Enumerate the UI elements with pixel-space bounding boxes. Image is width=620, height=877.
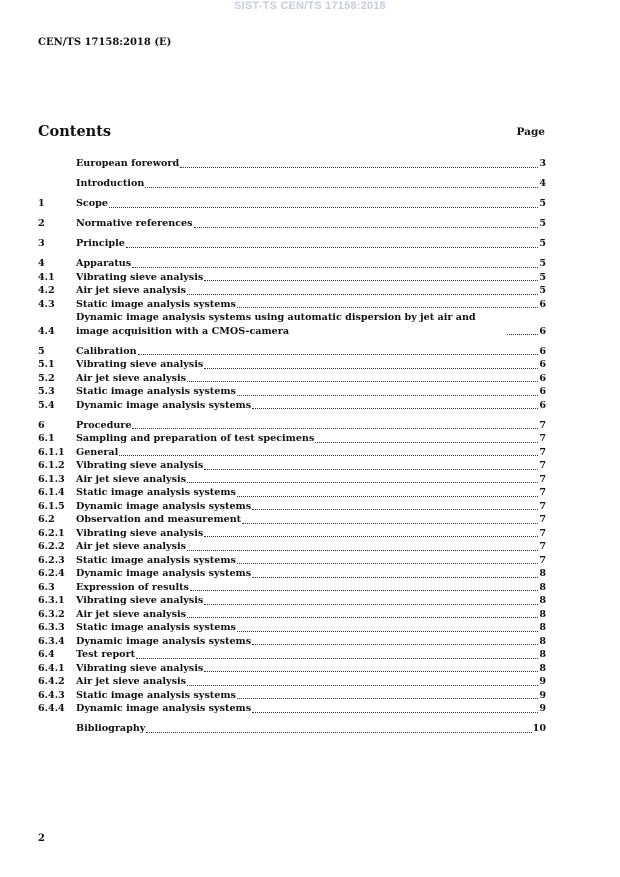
toc-entry-number: 4 bbox=[38, 258, 45, 269]
toc-entry-title[interactable]: Vibrating sieve analysis bbox=[76, 595, 204, 606]
toc-entry-page: 5 bbox=[539, 271, 546, 283]
toc-entry-number: 6.3.2 bbox=[38, 608, 65, 620]
toc-dot-leader bbox=[237, 563, 538, 564]
toc-entry-title[interactable]: Static image analysis systems bbox=[76, 622, 236, 633]
toc-dot-leader bbox=[194, 227, 539, 228]
toc-entry[interactable] bbox=[38, 217, 546, 231]
toc-entry-number: 1 bbox=[38, 198, 45, 209]
toc-dot-leader bbox=[136, 658, 538, 659]
toc-entry[interactable] bbox=[38, 177, 546, 191]
document-id: CEN/TS 17158:2018 (E) bbox=[38, 37, 172, 48]
toc-entry[interactable] bbox=[38, 459, 546, 473]
toc-entry-page: 6 bbox=[539, 298, 546, 310]
page-column-heading: Page bbox=[516, 126, 545, 138]
toc-entry[interactable] bbox=[38, 608, 546, 622]
toc-entry-title[interactable]: Vibrating sieve analysis bbox=[76, 662, 204, 674]
toc-dot-leader bbox=[138, 354, 539, 355]
page-number: 2 bbox=[38, 833, 45, 844]
toc-entry-page: 8 bbox=[539, 608, 546, 620]
toc-entry[interactable] bbox=[38, 358, 546, 372]
toc-entry-number: 6.4.3 bbox=[38, 689, 65, 701]
toc-entry-title[interactable]: Dynamic image analysis systems bbox=[76, 703, 252, 714]
toc-entry[interactable] bbox=[38, 594, 546, 608]
toc-entry-title[interactable]: Introduction bbox=[76, 178, 145, 189]
toc-entry[interactable] bbox=[38, 554, 546, 568]
toc-entry[interactable] bbox=[38, 237, 546, 251]
toc-entry-page: 7 bbox=[539, 514, 546, 525]
toc-entry[interactable] bbox=[38, 500, 546, 514]
toc-dot-leader bbox=[237, 698, 538, 699]
toc-entry[interactable] bbox=[38, 722, 546, 736]
toc-entry-title[interactable]: Air jet sieve analysis bbox=[76, 372, 187, 384]
toc-entry-title[interactable]: Air jet sieve analysis bbox=[76, 676, 187, 687]
toc-entry-title[interactable]: Air jet sieve analysis bbox=[76, 608, 187, 620]
toc-entry-title[interactable]: Test report bbox=[76, 649, 136, 660]
toc-dot-leader bbox=[204, 536, 538, 537]
toc-entry-title[interactable]: Air jet sieve analysis bbox=[76, 473, 187, 485]
toc-entry-number: 6.1.3 bbox=[38, 473, 65, 485]
toc-entry[interactable] bbox=[38, 399, 546, 413]
toc-dot-leader bbox=[187, 685, 538, 686]
toc-entry-title[interactable]: Procedure bbox=[76, 419, 132, 431]
toc-entry-title[interactable]: Static image analysis systems bbox=[76, 554, 236, 566]
toc-entry-number: 5.4 bbox=[38, 399, 55, 411]
toc-dot-leader bbox=[132, 428, 538, 429]
toc-dot-leader bbox=[237, 307, 538, 308]
toc-entry-page: 10 bbox=[532, 723, 546, 734]
toc-entry-title[interactable]: Vibrating sieve analysis bbox=[76, 359, 204, 370]
toc-dot-leader bbox=[187, 381, 538, 382]
toc-entry[interactable] bbox=[38, 486, 546, 500]
toc-entry-title[interactable]: Vibrating sieve analysis bbox=[76, 271, 204, 283]
toc-dot-leader bbox=[204, 671, 538, 672]
toc-entry-page: 5 bbox=[539, 198, 546, 209]
toc-entry[interactable] bbox=[38, 689, 546, 703]
toc-entry-number: 5.2 bbox=[38, 372, 55, 384]
toc-entry-page: 9 bbox=[539, 703, 546, 714]
toc-entry-number: 6.4.2 bbox=[38, 676, 65, 687]
toc-entry-number: 3 bbox=[38, 238, 45, 249]
toc-entry-title[interactable]: Apparatus bbox=[76, 258, 132, 269]
toc-entry-title[interactable]: Scope bbox=[76, 198, 108, 209]
toc-entry-number: 6.1.5 bbox=[38, 500, 65, 512]
toc-entry-page: 6 bbox=[539, 325, 546, 337]
toc-dot-leader bbox=[204, 280, 538, 281]
toc-entry-number: 4.1 bbox=[38, 271, 55, 283]
toc-entry-page: 8 bbox=[539, 635, 546, 647]
toc-entry-title[interactable]: Observation and measurement bbox=[76, 514, 242, 525]
toc-entry-page: 8 bbox=[539, 581, 546, 593]
toc-entry-number: 4.3 bbox=[38, 298, 55, 310]
toc-entry-number: 6.1.4 bbox=[38, 487, 65, 498]
toc-dot-leader bbox=[252, 408, 538, 409]
toc-dot-leader bbox=[315, 442, 538, 443]
toc-entry-page: 6 bbox=[539, 372, 546, 384]
toc-entry-page: 7 bbox=[539, 554, 546, 566]
toc-entry-title[interactable]: Dynamic image analysis systems bbox=[76, 568, 252, 579]
toc-entry-number: 6.1.1 bbox=[38, 446, 65, 458]
toc-entry-title[interactable]: Dynamic image analysis systems bbox=[76, 635, 252, 647]
toc-dot-leader bbox=[145, 187, 538, 188]
toc-entry-title[interactable]: Air jet sieve analysis bbox=[76, 541, 187, 552]
toc-entry[interactable] bbox=[38, 271, 546, 285]
toc-entry-page: 8 bbox=[539, 662, 546, 674]
toc-entry-page: 7 bbox=[539, 419, 546, 431]
table-of-contents bbox=[38, 157, 546, 736]
toc-entry-number: 6.3.3 bbox=[38, 622, 65, 633]
toc-dot-leader bbox=[109, 207, 538, 208]
toc-entry-number: 6.1 bbox=[38, 433, 55, 444]
toc-entry[interactable] bbox=[38, 419, 546, 433]
toc-dot-leader bbox=[237, 496, 538, 497]
toc-entry-page: 6 bbox=[539, 399, 546, 411]
toc-entry[interactable] bbox=[38, 540, 546, 554]
toc-entry-number: 6.4.4 bbox=[38, 703, 65, 714]
toc-entry-title[interactable]: Static image analysis systems bbox=[76, 386, 236, 397]
toc-entry-number: 6.2.1 bbox=[38, 527, 65, 539]
toc-entry-page: 7 bbox=[539, 460, 546, 471]
toc-dot-leader bbox=[507, 334, 538, 335]
toc-entry[interactable] bbox=[38, 513, 546, 527]
toc-entry-number: 6.2.2 bbox=[38, 541, 65, 552]
toc-entry-number: 2 bbox=[38, 218, 45, 229]
toc-entry-number: 6.1.2 bbox=[38, 460, 65, 471]
toc-entry-page: 8 bbox=[539, 622, 546, 633]
toc-entry-page: 7 bbox=[539, 446, 546, 458]
toc-entry-page: 7 bbox=[539, 433, 546, 444]
toc-dot-leader bbox=[237, 395, 538, 396]
toc-entry[interactable] bbox=[38, 567, 546, 581]
toc-dot-leader bbox=[204, 368, 538, 369]
toc-entry[interactable] bbox=[38, 527, 546, 541]
toc-entry-page: 5 bbox=[539, 285, 546, 296]
toc-entry-title[interactable]: Static image analysis systems bbox=[76, 689, 236, 701]
toc-entry-page: 9 bbox=[539, 676, 546, 687]
toc-entry-title[interactable]: Air jet sieve analysis bbox=[76, 285, 187, 296]
toc-dot-leader bbox=[242, 523, 538, 524]
toc-entry-title[interactable]: Principle bbox=[76, 238, 125, 249]
toc-entry-title[interactable]: Expression of results bbox=[76, 581, 189, 593]
toc-entry[interactable] bbox=[38, 446, 546, 460]
toc-dot-leader bbox=[252, 712, 538, 713]
toc-dot-leader bbox=[252, 644, 538, 645]
toc-entry-number: 6.2 bbox=[38, 514, 55, 525]
toc-dot-leader bbox=[126, 247, 538, 248]
toc-entry-page: 6 bbox=[539, 386, 546, 397]
toc-entry-page: 7 bbox=[539, 473, 546, 485]
toc-entry[interactable] bbox=[38, 345, 546, 359]
toc-entry-page: 8 bbox=[539, 568, 546, 579]
toc-dot-leader bbox=[204, 604, 538, 605]
toc-entry-number: 6.3 bbox=[38, 581, 55, 593]
watermark: SIST-TS CEN/TS 17158:2018 bbox=[234, 0, 386, 12]
toc-entry[interactable] bbox=[38, 197, 546, 211]
toc-entry[interactable] bbox=[38, 702, 546, 716]
toc-entry[interactable] bbox=[38, 675, 546, 689]
toc-dot-leader bbox=[187, 294, 538, 295]
toc-entry-page: 4 bbox=[539, 178, 546, 189]
toc-entry-number: 5.3 bbox=[38, 386, 55, 397]
toc-entry-page: 3 bbox=[539, 158, 546, 169]
toc-dot-leader bbox=[190, 590, 538, 591]
toc-entry-page: 9 bbox=[539, 689, 546, 701]
toc-dot-leader bbox=[187, 550, 538, 551]
toc-dot-leader bbox=[146, 732, 531, 733]
toc-entry-title[interactable]: Normative references bbox=[76, 218, 193, 229]
toc-entry[interactable] bbox=[38, 432, 546, 446]
toc-dot-leader bbox=[237, 631, 538, 632]
toc-entry[interactable] bbox=[38, 621, 546, 635]
toc-entry-number: 4.2 bbox=[38, 285, 55, 296]
toc-entry-number: 6 bbox=[38, 419, 45, 431]
toc-entry-title[interactable]: Bibliography bbox=[76, 723, 146, 734]
toc-entry[interactable] bbox=[38, 635, 546, 649]
toc-entry-number: 5 bbox=[38, 345, 45, 357]
toc-entry-number: 6.2.3 bbox=[38, 554, 65, 566]
toc-dot-leader bbox=[187, 482, 538, 483]
toc-entry[interactable] bbox=[38, 385, 546, 399]
toc-entry-page: 5 bbox=[539, 238, 546, 249]
toc-entry-page: 7 bbox=[539, 487, 546, 498]
toc-entry-page: 5 bbox=[539, 258, 546, 269]
contents-title: Contents bbox=[38, 123, 112, 140]
toc-dot-leader bbox=[187, 617, 538, 618]
toc-entry[interactable] bbox=[38, 298, 546, 312]
toc-entry-number: 6.2.4 bbox=[38, 568, 65, 579]
toc-entry-number: 6.4.1 bbox=[38, 662, 65, 674]
toc-entry-title[interactable]: Sampling and preparation of test specimens bbox=[76, 433, 315, 444]
toc-entry-page: 5 bbox=[539, 218, 546, 229]
toc-dot-leader bbox=[180, 167, 538, 168]
toc-entry-number: 4.4 bbox=[38, 325, 55, 337]
toc-entry-page: 7 bbox=[539, 541, 546, 552]
toc-entry-page: 8 bbox=[539, 649, 546, 660]
toc-entry[interactable] bbox=[38, 581, 546, 595]
toc-entry[interactable] bbox=[38, 648, 546, 662]
toc-dot-leader bbox=[132, 267, 538, 268]
toc-entry[interactable] bbox=[38, 662, 546, 676]
toc-entry-page: 6 bbox=[539, 359, 546, 370]
toc-entry[interactable] bbox=[38, 284, 546, 298]
toc-entry-number: 6.3.1 bbox=[38, 595, 65, 606]
toc-entry-title[interactable]: European foreword bbox=[76, 158, 180, 169]
toc-entry-number: 6.3.4 bbox=[38, 635, 65, 647]
toc-entry-number: 5.1 bbox=[38, 359, 55, 370]
toc-entry-title[interactable]: Static image analysis systems bbox=[76, 298, 236, 310]
toc-entry[interactable] bbox=[38, 372, 546, 386]
toc-entry-title[interactable]: Dynamic image analysis systems bbox=[76, 500, 252, 512]
toc-entry-title[interactable]: Vibrating sieve analysis bbox=[76, 460, 204, 471]
toc-entry-page: 7 bbox=[539, 527, 546, 539]
toc-entry-title[interactable]: Vibrating sieve analysis bbox=[76, 527, 204, 539]
toc-entry-title[interactable]: General bbox=[76, 446, 119, 458]
toc-entry-page: 6 bbox=[539, 345, 546, 357]
toc-dot-leader bbox=[252, 577, 538, 578]
toc-dot-leader bbox=[252, 509, 538, 510]
toc-entry-number: 6.4 bbox=[38, 649, 55, 660]
toc-dot-leader bbox=[119, 455, 538, 456]
toc-entry[interactable] bbox=[38, 473, 546, 487]
toc-entry-page: 7 bbox=[539, 500, 546, 512]
toc-entry-title[interactable]: Dynamic image analysis systems bbox=[76, 399, 252, 411]
toc-entry-title[interactable]: Static image analysis systems bbox=[76, 487, 236, 498]
toc-entry-page: 8 bbox=[539, 595, 546, 606]
toc-entry[interactable] bbox=[38, 311, 546, 338]
toc-entry-title[interactable]: Dynamic image analysis systems using automatic dispersion by jet air and image acquisition with a CMOS-camera bbox=[76, 312, 476, 337]
toc-entry[interactable] bbox=[38, 257, 546, 271]
toc-entry-title[interactable]: Calibration bbox=[76, 345, 137, 357]
toc-dot-leader bbox=[204, 469, 538, 470]
toc-entry[interactable] bbox=[38, 157, 546, 171]
